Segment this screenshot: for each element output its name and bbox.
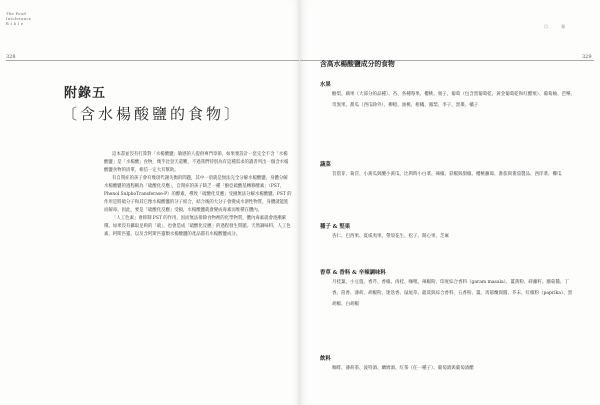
section-heading-vegetables: 蔬菜 [320,162,331,168]
series-line: Intolerance [6,17,32,21]
section-text-seeds-nuts: 杏仁、巴西果、夏威夷果、帶殼花生、松子、開心果、芝麻 [332,234,449,239]
list-title: 含高水楊酸鹽成分的食物 [320,60,395,68]
section-text-herbs-spices: 月桂葉、小豆蔻、香芹、香椒、肉桂、咖哩、辣椒粉、印度綜合香料（garam masala）、薑黃粉、蒔蘿籽、蘑菇醬、丁香、茴香、薄荷、胡椒粉、迷迭香、鼠尾草、龍蒿與綜合香料、五香粉、薑、馬郁蘭與醬、芥末、紅椒粉（paprika）、黑胡椒、白胡椒 [332,280,573,307]
left-page-number: 328 [6,54,16,60]
left-header-rule [6,60,299,61]
section-text-vegetables: 苜蓿芽、菊苣、小黃瓜與醃小黃瓜、比利時小白菜、辣椒、彩椒與甜椒、櫻桃蘿蔔、番茄與番茄製品、西洋菜、櫛瓜 [332,172,562,177]
series-line: B i b l e [6,22,24,26]
left-body-text [104,151,292,240]
section-heading-herbs-spices: 香草 & 香料 & 辛辣調味料 [320,270,386,276]
running-head-char: 錄 [561,24,568,29]
body-paragraph: 這本書並沒有打算對「水楊酸鹽」敏感的人提供專門章節，如果要設計一套完全不含「水楊酸鹽」是「水楊酸」食物，幾乎比登天還難，不過我們特別為有這種需求的讀者列出一個含水楊酸鹽食物的清單，相信一定大有幫助。 [104,152,289,174]
right-page-number: 329 [582,54,592,60]
series-title [6,12,46,27]
section-heading-fruit: 水果 [320,82,331,88]
section-text-fruit: 酪梨、蘋果（大部分的品種）、杏、各種莓果、櫻桃、栗子、葡萄（包含黑葡萄乾、黃金葡萄乾和紅醋栗）、葡萄柚、芭樂、奇異果、甜瓜（西瓜除外）、柳橙、油桃、柑橘、鳳梨、李子、黑棗、橘子 [332,92,575,108]
series-line: The Food [6,12,27,16]
chapter-label: 附錄五 [64,86,107,101]
section-text-beverages: 咖啡、薄荷茶、波特酒、蘭姆酒、紅茶（任一種子）、葡萄酒與葡萄酒醋 [332,366,474,371]
running-head [540,24,571,30]
running-head-char: 目 [544,24,550,29]
section-heading-seeds-nuts: 種子 & 堅果 [320,224,351,230]
section-heading-beverages: 飲料 [320,356,331,362]
chapter-title: 〔含水楊酸鹽的食物〕 [62,105,243,123]
body-paragraph: 「人工色素」會抑制 PST 的作用，因而無法排除食物裡的化學物質，體內毒素就會逐漸累積。如果沒有攝取足夠的「硫」，也會造成「硫酸化反應」的過程發生問題。天然調味料、人工色素、阿斯匹靈，以及含阿斯匹靈類水楊酸鹽的產品都有水楊酸鹽成分。 [104,216,291,238]
body-paragraph: 有自閉症的孩子會有幾項代謝失衡的問題，其中一項就是無法完全分解水楊酸鹽。身體分解水楊酸鹽的過程稱為「硫酸化反應」，自閉症的孩子缺乏一種「酚亞硫酸基轉移酵素」（PST，Phenol SulphoTransferase-P）的酵素，導致「硫酸化反應」受損無法分解水楊酸鹽。PST 的作用是將硫分子和其它像水楊酸鹽的分子結合，結合後的大分子會變成水溶性物質，身體就能進而解毒。因此，要是「硫酸化反應」受損，水楊酸鹽就會變成毒素而堆積在體內。 [104,176,292,214]
